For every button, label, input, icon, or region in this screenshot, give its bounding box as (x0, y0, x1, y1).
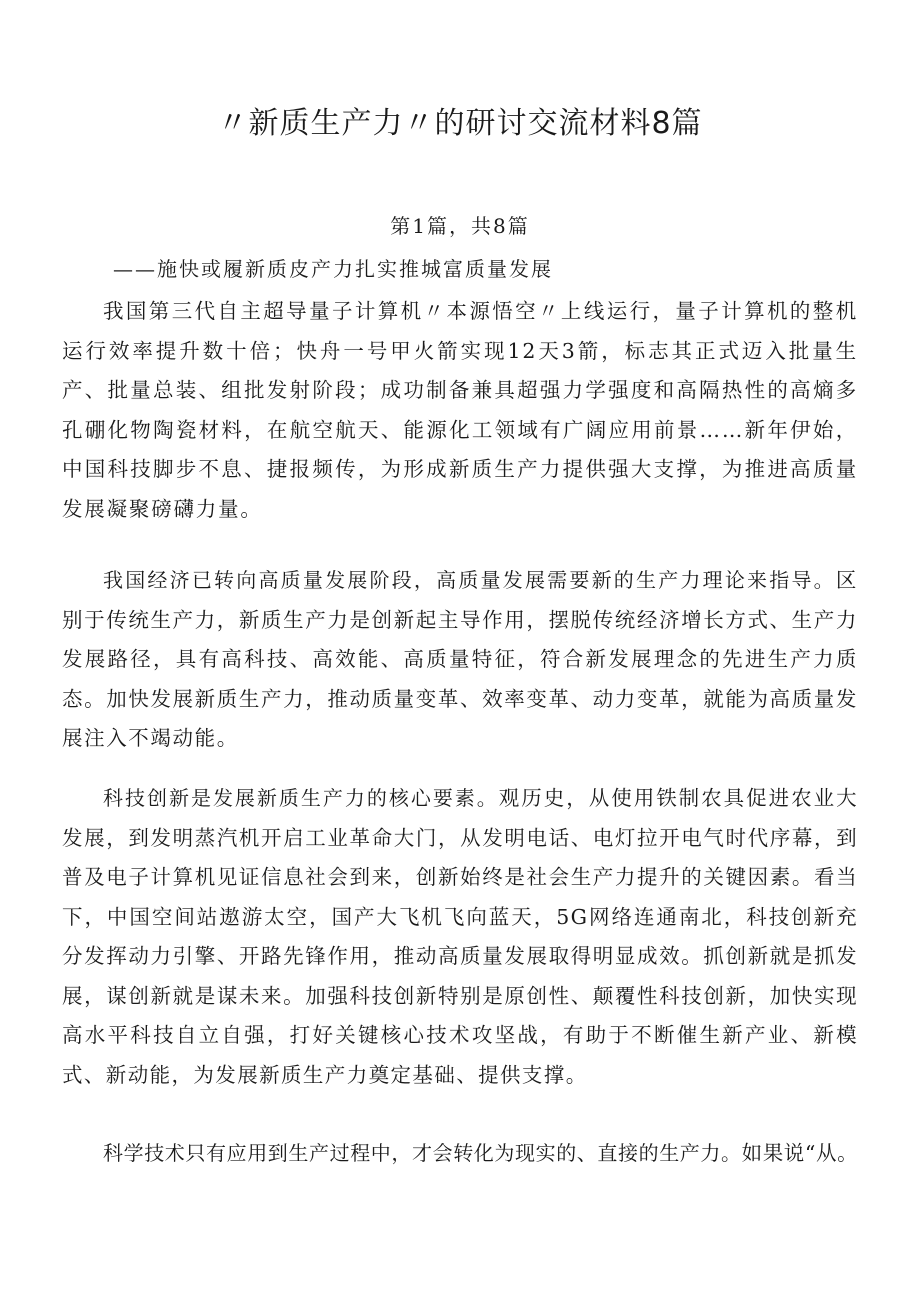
article-subtitle: ——施快或履新质皮产力扎实推城富质量发展 (113, 257, 553, 281)
paragraph-2-lead: 我国经济已转向高质量发展阶段，高质量发展需要新的生产力理论来指导。 (103, 568, 836, 592)
paragraph-2 (62, 561, 858, 759)
paragraph-3-lead: 科技创新是发展新质生产力的核心要素。 (103, 786, 499, 810)
paragraph-4-lead: 科学技术只有应用到生产过程中，才会转化为现实的、直接的生产力。 (103, 1141, 742, 1165)
paragraph-1 (62, 292, 858, 529)
part-label: 第1篇，共8篇 (390, 214, 530, 238)
paragraph-2-text: 区别于传统生产力，新质生产力是创新起主导作用，摆脱传统经济增长方式、生产力发展路径，具有高科技、高效能、高质量特征，符合新发展理念的先进生产力质态。加快发展新质生产力，推动质量变革、效率变革、动力变革，就能为高质量发展注入不竭动能。 (62, 568, 858, 750)
paragraph-3 (62, 779, 858, 1095)
document-title: 〃新质生产力〃的研讨交流材料8篇 (217, 106, 703, 141)
paragraph-3-text: 观历史，从使用铁制农具促进农业大发展，到发明蒸汽机开启工业革命大门，从发明电话、电灯拉开电气时代序幕，到普及电子计算机见证信息社会到来，创新始终是社会生产力提升的关键因素。看当下，中国空间站遨游太空，国产大飞机飞向蓝天，5G网络连通南北，科技创新充分发挥动力引擎、开路先锋作用，推动高质量发展取得明显成效。抓创新就是抓发展，谋创新就是谋未来。加强科技创新特别是原创性、颠覆性科技创新，加快实现高水平科技自立自强，打好关键核心技术攻坚战，有助于不断催生新产业、新模式、新动能，为发展新质生产力奠定基础、提供支撑。 (62, 786, 858, 1087)
paragraph-1-text: 我国第三代自主超导量子计算机〃本源悟空〃上线运行，量子计算机的整机运行效率提升数十倍；快舟一号甲火箭实现12天3箭，标志其正式迈入批量生产、批量总装、组批发射阶段；成功制备兼具超强力学强度和高隔热性的高熵多孔硼化物陶瓷材料，在航空航天、能源化工领域有广阔应用前景……新年伊始，中国科技脚步不息、捷报频传，为形成新质生产力提供强大支撑，为推进高质量发展凝聚磅礴力量。 (62, 299, 858, 521)
paragraph-4-text: 如果说“从。 (741, 1141, 859, 1165)
paragraph-4 (62, 1134, 892, 1174)
